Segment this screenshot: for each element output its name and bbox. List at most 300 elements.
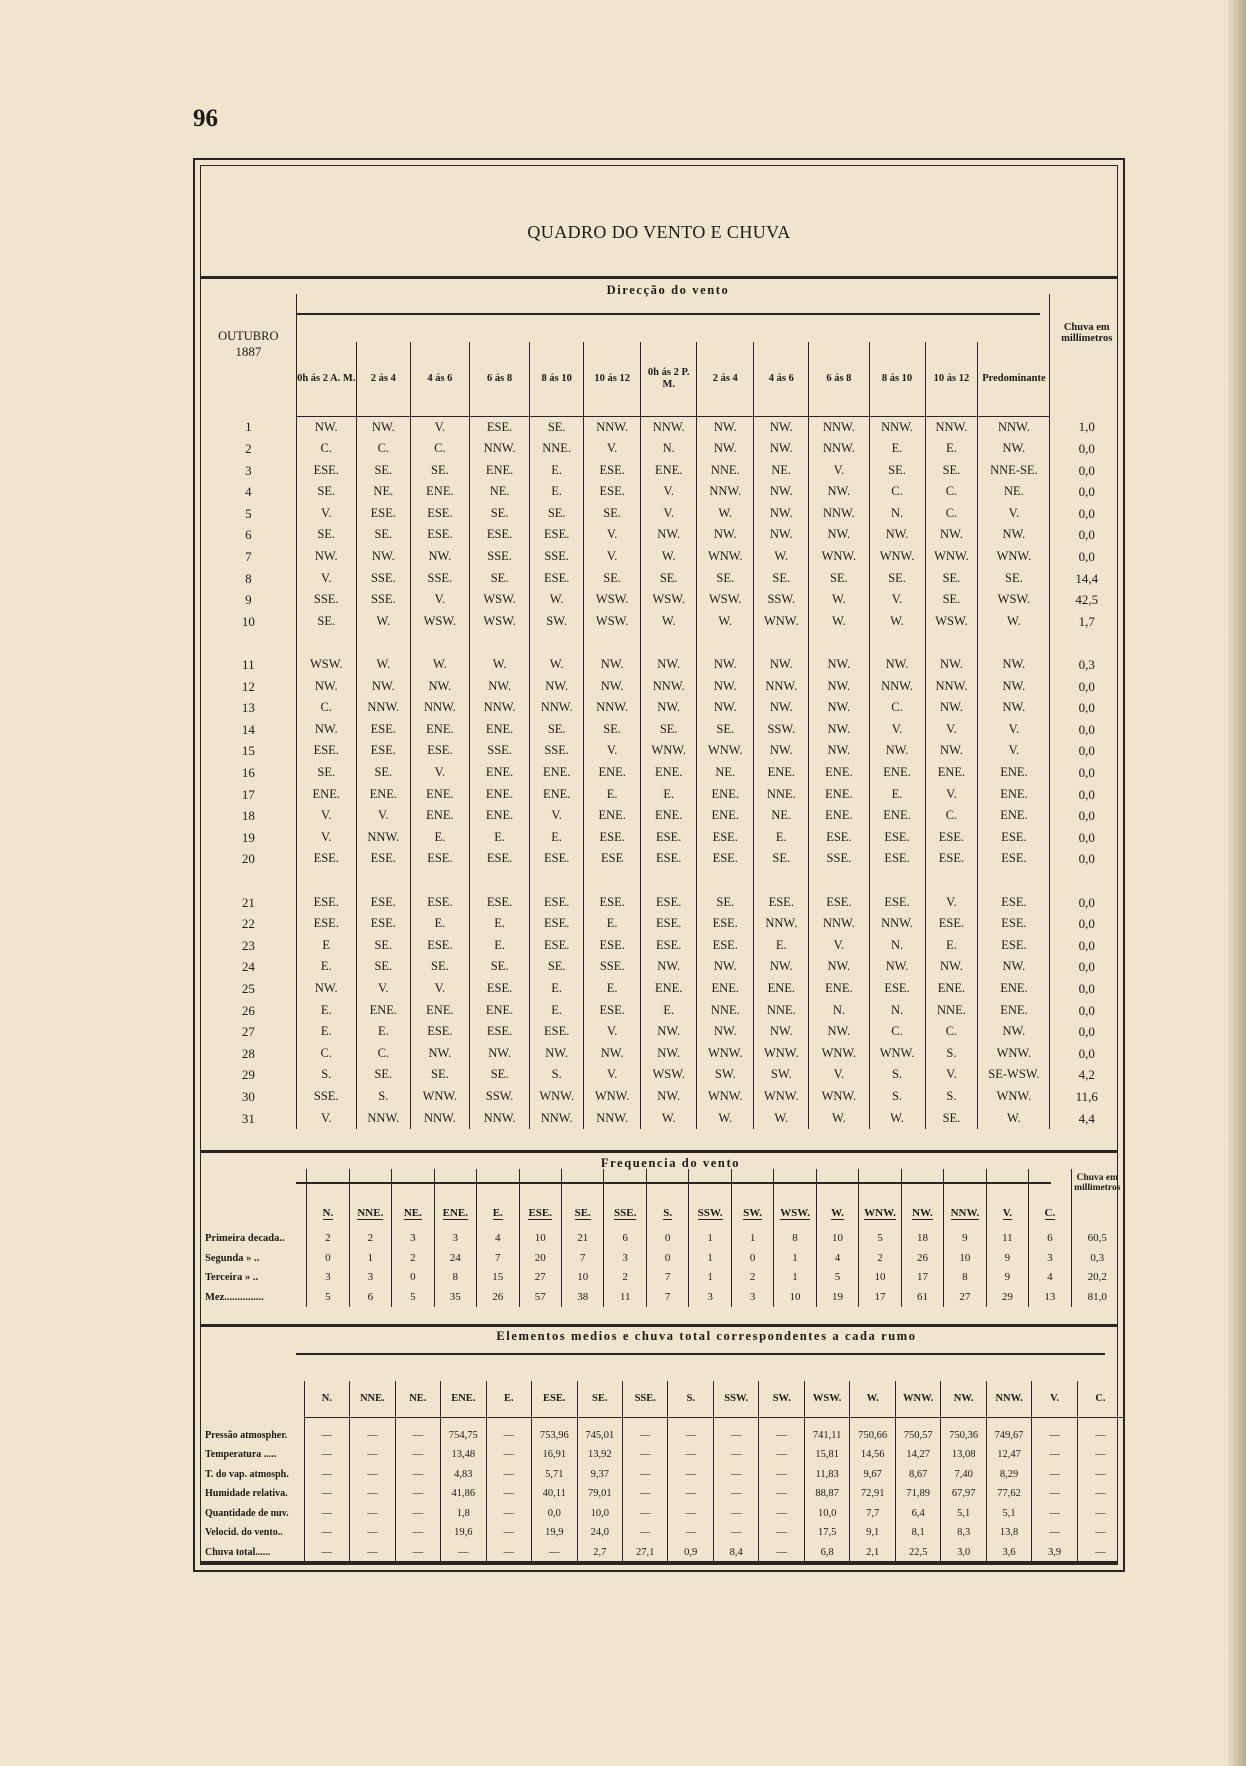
frequency-cell: 3 — [689, 1288, 731, 1308]
frequency-rain-cell: 0,3 — [1071, 1249, 1123, 1269]
day-row — [201, 978, 1123, 1000]
wind-direction-cell: NW. — [641, 697, 697, 719]
wind-direction-cell: ENE. — [641, 805, 697, 827]
day-row — [201, 481, 1123, 503]
wind-direction-cell: ENE. — [410, 481, 469, 503]
wind-direction-cell: ESE. — [356, 503, 410, 525]
wind-direction-cell: W. — [697, 611, 754, 633]
elements-cell: — — [350, 1465, 395, 1485]
wind-direction-cell: C. — [296, 438, 356, 460]
rain-cell: 4,4 — [1050, 1108, 1123, 1130]
wind-direction-cell: ENE. — [641, 762, 697, 784]
wind-direction-cell: E. — [754, 827, 809, 849]
wind-direction-cell: C. — [356, 438, 410, 460]
time-column-label: 8 ás 10 — [541, 372, 572, 384]
elements-cell: 5,1 — [986, 1504, 1031, 1524]
wind-direction-cell: NW. — [978, 676, 1050, 698]
wind-direction-cell: ESE. — [296, 740, 356, 762]
wind-direction-cell: ESE — [584, 848, 641, 870]
frequency-cell: 5 — [816, 1268, 858, 1288]
frequency-cell: 9 — [986, 1268, 1028, 1288]
wind-direction-cell: SE. — [356, 1064, 410, 1086]
frequency-cell: 0 — [731, 1249, 773, 1269]
day-row — [201, 1108, 1123, 1130]
wind-direction-cell: E. — [925, 438, 978, 460]
wind-direction-cell: ENE. — [697, 805, 754, 827]
elements-cell: 40,11 — [532, 1484, 577, 1504]
wind-direction-cell: ESE. — [469, 1021, 529, 1043]
frequency-cell: 57 — [519, 1288, 561, 1308]
wind-direction-cell: E. — [584, 978, 641, 1000]
frequency-cell: 11 — [986, 1229, 1028, 1249]
wind-direction-cell: W. — [410, 654, 469, 676]
elements-cell: — — [713, 1484, 758, 1504]
gap-cell — [809, 632, 869, 654]
wind-direction-cell: V. — [410, 589, 469, 611]
wind-direction-cell: ENE. — [809, 978, 869, 1000]
wind-direction-cell: V. — [296, 805, 356, 827]
rain-cell: 0,0 — [1050, 762, 1123, 784]
wind-direction-cell: NW. — [530, 676, 584, 698]
elements-row-label: Quantidade de nuv. — [205, 1507, 289, 1519]
wind-direction-cell: ESE. — [978, 827, 1050, 849]
elements-cell: 12,47 — [986, 1445, 1031, 1465]
elements-cell: 6,8 — [804, 1543, 849, 1563]
frequency-direction-header — [519, 1169, 561, 1229]
wind-direction-cell: NNW. — [925, 416, 978, 438]
rain-cell: 0,0 — [1050, 892, 1123, 914]
elements-direction-header — [304, 1381, 349, 1417]
wind-direction-cell: NW. — [809, 524, 869, 546]
frequency-cell: 1 — [774, 1268, 816, 1288]
wind-direction-cell: NW. — [809, 719, 869, 741]
elements-cell: 9,1 — [850, 1523, 895, 1543]
frequency-cell: 26 — [477, 1288, 519, 1308]
elements-cell: — — [350, 1426, 395, 1446]
elements-cell: — — [486, 1504, 531, 1524]
wind-direction-cell: NNW. — [469, 697, 529, 719]
elements-cell: — — [1032, 1445, 1077, 1465]
wind-direction-cell: ESE. — [296, 460, 356, 482]
wind-direction-cell: W. — [356, 611, 410, 633]
wind-direction-cell: SE. — [410, 460, 469, 482]
wind-direction-cell: V. — [296, 568, 356, 590]
frequency-direction-label: SSW. — [697, 1207, 723, 1219]
wind-direction-cell: NW. — [925, 697, 978, 719]
wind-direction-cell: SE. — [754, 848, 809, 870]
wind-direction-cell: SE. — [641, 568, 697, 590]
elements-cell: — — [395, 1445, 440, 1465]
elements-cell: 750,57 — [895, 1426, 940, 1446]
wind-direction-cell: C. — [869, 1021, 925, 1043]
wind-direction-cell: NNE. — [530, 438, 584, 460]
wind-direction-cell: SE. — [296, 762, 356, 784]
frequency-row-label: Terceira » .. — [205, 1272, 259, 1283]
rain-header-label: Chuva em millimetros — [1061, 322, 1113, 344]
wind-direction-cell: NW. — [754, 697, 809, 719]
elements-row — [201, 1504, 1123, 1524]
day-number: 26 — [241, 1002, 255, 1018]
spacer-cell — [895, 1417, 940, 1426]
wind-direction-cell: WNW. — [754, 1086, 809, 1108]
frequency-direction-header — [392, 1169, 434, 1229]
wind-direction-cell: N. — [809, 1000, 869, 1022]
frequency-cell: 7 — [646, 1288, 688, 1308]
elements-direction-label: W. — [866, 1393, 879, 1405]
wind-direction-cell: V. — [925, 719, 978, 741]
spacer-cell — [304, 1417, 349, 1426]
wind-direction-cell: E. — [296, 1000, 356, 1022]
wind-direction-cell: NW. — [809, 481, 869, 503]
wind-direction-cell: NW. — [584, 676, 641, 698]
elements-cell: — — [759, 1543, 804, 1563]
wind-direction-cell: ESE. — [754, 892, 809, 914]
wind-direction-cell: NNW. — [641, 416, 697, 438]
elements-row-label: Velocid. do vento.. — [205, 1527, 283, 1538]
wind-direction-cell: S. — [869, 1086, 925, 1108]
day-number: 23 — [241, 937, 255, 953]
wind-direction-cell: NW. — [356, 676, 410, 698]
wind-direction-title: Direcção do vento — [606, 283, 730, 297]
gap-cell — [584, 632, 641, 654]
month-header — [201, 294, 296, 342]
rain-cell: 1,7 — [1050, 611, 1123, 633]
wind-direction-cell: SE. — [978, 568, 1050, 590]
frequency-cell: 1 — [689, 1268, 731, 1288]
wind-direction-cell: N. — [869, 1000, 925, 1022]
wind-direction-cell: WNW. — [530, 1086, 584, 1108]
elements-brace — [296, 1353, 1105, 1355]
wind-direction-cell: E. — [410, 827, 469, 849]
frequency-cell: 8 — [774, 1229, 816, 1249]
frequency-title: Frequencia do vento — [600, 1156, 741, 1170]
wind-direction-cell: W. — [809, 611, 869, 633]
elements-cell: 79,01 — [577, 1484, 622, 1504]
wind-direction-cell: NNE. — [754, 784, 809, 806]
frequency-cell: 4 — [1029, 1268, 1071, 1288]
wind-direction-cell: NW. — [809, 956, 869, 978]
wind-direction-cell: WNW. — [754, 1043, 809, 1065]
wind-direction-cell: NW. — [869, 740, 925, 762]
frequency-row-label: Segunda » .. — [205, 1252, 260, 1264]
frequency-cell: 61 — [901, 1288, 943, 1308]
wind-direction-cell: NNW. — [641, 676, 697, 698]
wind-direction-cell: C. — [925, 1021, 978, 1043]
day-row — [201, 1064, 1123, 1086]
wind-direction-cell: ESE. — [530, 892, 584, 914]
wind-direction-cell: NNW. — [697, 481, 754, 503]
wind-direction-cell: SE. — [530, 416, 584, 438]
spacer-cell — [532, 1417, 577, 1426]
wind-direction-cell: WSW. — [641, 1064, 697, 1086]
wind-direction-cell: NW. — [641, 654, 697, 676]
time-column-label: Predominante — [982, 372, 1046, 384]
wind-direction-cell: ESE. — [410, 503, 469, 525]
elements-direction-label: C. — [1095, 1393, 1106, 1405]
wind-direction-cell: NNW. — [925, 676, 978, 698]
month-label: OUTUBRO — [218, 329, 279, 342]
frequency-row — [201, 1288, 1123, 1308]
wind-direction-cell: V. — [869, 589, 925, 611]
wind-direction-cell: NW. — [410, 1043, 469, 1065]
day-number: 11 — [242, 657, 255, 673]
spacer-cell — [441, 1417, 486, 1426]
elements-cell: 10,0 — [577, 1504, 622, 1524]
wind-direction-cell: ESE. — [530, 524, 584, 546]
frequency-direction-label: SW. — [743, 1207, 762, 1219]
day-row — [201, 589, 1123, 611]
frequency-cell: 0 — [392, 1268, 434, 1288]
wind-direction-cell: C. — [410, 438, 469, 460]
elements-cell: — — [441, 1543, 486, 1563]
wind-direction-cell: NNW. — [584, 416, 641, 438]
elements-direction-header — [941, 1381, 986, 1417]
wind-direction-cell: NW. — [697, 524, 754, 546]
frequency-cell: 6 — [604, 1229, 646, 1249]
frequency-rain-label: Chuva em millimetros — [1074, 1173, 1121, 1193]
title-rule — [201, 276, 1117, 279]
wind-direction-cell: SSE. — [469, 740, 529, 762]
elements-cell: — — [623, 1523, 668, 1543]
wind-direction-cell: ESE. — [697, 913, 754, 935]
day-number: 29 — [241, 1067, 255, 1083]
frequency-cell: 0 — [307, 1249, 349, 1269]
page-edge-shadow — [1228, 0, 1246, 1766]
frequency-direction-header — [944, 1169, 986, 1229]
elements-cell: 750,66 — [850, 1426, 895, 1446]
wind-direction-cell: E. — [754, 935, 809, 957]
wind-direction-cell: ESE. — [584, 481, 641, 503]
gap-cell — [978, 870, 1050, 892]
wind-direction-cell: NW. — [641, 524, 697, 546]
frequency-direction-label: NNE. — [357, 1207, 384, 1219]
frequency-cell: 8 — [434, 1268, 476, 1288]
wind-direction-cell: ENE. — [809, 784, 869, 806]
wind-direction-cell: NW. — [809, 676, 869, 698]
wind-direction-cell: NW. — [530, 1043, 584, 1065]
time-column-label: 2 ás 4 — [712, 372, 738, 384]
wind-direction-cell: NW. — [584, 1043, 641, 1065]
wind-direction-cell: ESE. — [809, 892, 869, 914]
elements-cell: 2,1 — [850, 1543, 895, 1563]
wind-direction-cell: NW. — [641, 1021, 697, 1043]
elements-cell: — — [350, 1445, 395, 1465]
frequency-cell: 4 — [816, 1249, 858, 1269]
elements-cell: 72,91 — [850, 1484, 895, 1504]
wind-direction-cell: E. — [925, 935, 978, 957]
elements-cell: 67,97 — [941, 1484, 986, 1504]
wind-direction-cell: E. — [469, 913, 529, 935]
day-row — [201, 956, 1123, 978]
wind-direction-cell: ENE. — [584, 762, 641, 784]
wind-direction-cell: V. — [584, 524, 641, 546]
wind-direction-cell: NNW. — [809, 503, 869, 525]
wind-direction-cell: ENE. — [697, 784, 754, 806]
day-number: 5 — [245, 505, 252, 521]
wind-direction-cell: ESE. — [469, 978, 529, 1000]
rain-cell: 0,3 — [1050, 654, 1123, 676]
wind-direction-cell: NNW. — [754, 913, 809, 935]
wind-direction-cell: NW. — [584, 654, 641, 676]
elements-cell: — — [1032, 1484, 1077, 1504]
elements-cell: 41,86 — [441, 1484, 486, 1504]
frequency-direction-header — [434, 1169, 476, 1229]
wind-direction-cell: ENE. — [809, 762, 869, 784]
day-number: 28 — [241, 1045, 255, 1061]
frequency-direction-header — [477, 1169, 519, 1229]
wind-direction-cell: E. — [530, 978, 584, 1000]
elements-direction-header — [532, 1381, 577, 1417]
elements-cell: — — [304, 1543, 349, 1563]
wind-direction-cell: NNW. — [584, 1108, 641, 1130]
elements-cell: — — [395, 1465, 440, 1485]
wind-direction-cell: SE. — [754, 568, 809, 590]
spacer-cell — [201, 1417, 304, 1426]
elements-direction-label: SE. — [592, 1393, 608, 1405]
frequency-cell: 10 — [859, 1268, 901, 1288]
wind-direction-table — [201, 294, 1123, 1129]
wind-direction-cell: C. — [925, 805, 978, 827]
time-column-label: 4 ás 6 — [768, 372, 794, 384]
elements-cell: 745,01 — [577, 1426, 622, 1446]
elements-direction-header — [395, 1381, 440, 1417]
wind-direction-cell: WNW. — [697, 546, 754, 568]
wind-direction-cell: W. — [978, 1108, 1050, 1130]
wind-direction-cell: V. — [978, 740, 1050, 762]
wind-direction-cell: NW. — [925, 956, 978, 978]
wind-direction-cell: NW. — [469, 676, 529, 698]
wind-direction-cell: NW. — [410, 676, 469, 698]
wind-direction-cell: ENE. — [809, 805, 869, 827]
wind-direction-cell: S. — [296, 1064, 356, 1086]
wind-direction-cell: ESE. — [469, 416, 529, 438]
elements-direction-label: ESE. — [543, 1393, 566, 1405]
wind-direction-cell: NNW. — [869, 913, 925, 935]
frequency-cell: 9 — [944, 1229, 986, 1249]
elements-direction-label: V. — [1050, 1393, 1060, 1405]
elements-label-header — [201, 1381, 304, 1417]
elements-cell: 7,7 — [850, 1504, 895, 1524]
wind-direction-cell: W. — [356, 654, 410, 676]
wind-direction-cell: ENE. — [869, 762, 925, 784]
day-number: 19 — [241, 829, 255, 845]
elements-cell: — — [486, 1445, 531, 1465]
wind-direction-cell: SSE. — [296, 1086, 356, 1108]
frequency-cell: 6 — [349, 1288, 391, 1308]
day-number: 1 — [245, 419, 252, 435]
wind-direction-cell: NE. — [754, 805, 809, 827]
day-row — [201, 1043, 1123, 1065]
wind-direction-cell: ESE. — [530, 935, 584, 957]
wind-direction-cell: NW. — [978, 1021, 1050, 1043]
wind-direction-cell: SW. — [697, 1064, 754, 1086]
day-number: 16 — [241, 765, 255, 780]
wind-direction-cell: WNW. — [978, 1043, 1050, 1065]
wind-direction-cell: SE. — [410, 956, 469, 978]
frequency-direction-header — [604, 1169, 646, 1229]
wind-direction-cell: ESE. — [356, 740, 410, 762]
wind-direction-cell: ESE. — [697, 935, 754, 957]
gap-cell — [201, 870, 296, 892]
day-row — [201, 1021, 1123, 1043]
time-column-header — [356, 342, 410, 416]
elements-cell: 8,3 — [941, 1523, 986, 1543]
day-number: 3 — [245, 462, 252, 478]
elements-cell: — — [395, 1484, 440, 1504]
gap-cell — [296, 632, 356, 654]
elements-cell: 3,0 — [941, 1543, 986, 1563]
spacer-cell — [713, 1417, 758, 1426]
wind-direction-cell: NNW. — [809, 913, 869, 935]
frequency-cell: 15 — [477, 1268, 519, 1288]
elements-cell: — — [304, 1523, 349, 1543]
wind-direction-cell: ESE. — [410, 740, 469, 762]
frequency-cell: 5 — [307, 1288, 349, 1308]
frequency-cell: 27 — [944, 1288, 986, 1308]
elements-cell: 749,67 — [986, 1426, 1031, 1446]
gap-cell — [641, 632, 697, 654]
wind-direction-cell: NNW. — [809, 438, 869, 460]
frequency-cell: 2 — [604, 1268, 646, 1288]
frequency-direction-label: SSE. — [614, 1207, 637, 1219]
elements-row-label: Chuva total...... — [205, 1546, 271, 1558]
year-label: 1887 — [235, 344, 262, 359]
wind-direction-cell: SE. — [697, 892, 754, 914]
day-row — [201, 1000, 1123, 1022]
wind-direction-cell: WSW. — [469, 611, 529, 633]
wind-direction-cell: ESE. — [296, 892, 356, 914]
wind-direction-cell: E. — [641, 1000, 697, 1022]
day-row — [201, 460, 1123, 482]
rain-cell: 0,0 — [1050, 676, 1123, 698]
gap-cell — [410, 870, 469, 892]
wind-direction-cell: ENE. — [978, 762, 1050, 784]
wind-direction-cell: NW. — [754, 654, 809, 676]
frequency-rule — [201, 1150, 1117, 1153]
wind-direction-cell: ESE. — [869, 827, 925, 849]
frequency-direction-header — [859, 1169, 901, 1229]
wind-direction-cell: WNW. — [978, 546, 1050, 568]
wind-direction-cell: E. — [530, 481, 584, 503]
elements-row — [201, 1465, 1123, 1485]
wind-direction-cell: ESE. — [410, 1021, 469, 1043]
wind-direction-cell: V. — [296, 503, 356, 525]
elements-direction-label: SW. — [772, 1393, 791, 1405]
frequency-direction-label: C. — [1044, 1207, 1056, 1219]
frequency-rain-cell: 60,5 — [1071, 1229, 1123, 1249]
wind-direction-cell: SE. — [925, 568, 978, 590]
wind-direction-cell: W. — [469, 654, 529, 676]
gap-cell — [809, 870, 869, 892]
wind-direction-cell: ESE. — [296, 848, 356, 870]
elements-direction-header — [1032, 1381, 1077, 1417]
wind-direction-cell: ESE. — [584, 1000, 641, 1022]
elements-cell: 2,7 — [577, 1543, 622, 1563]
wind-direction-cell: ENE. — [356, 784, 410, 806]
elements-cell: — — [304, 1465, 349, 1485]
wind-direction-cell: NNW. — [469, 438, 529, 460]
wind-direction-cell: V. — [584, 438, 641, 460]
wind-direction-cell: SSE. — [356, 568, 410, 590]
wind-direction-cell: E. — [641, 784, 697, 806]
elements-cell: — — [395, 1523, 440, 1543]
elements-rule — [201, 1324, 1117, 1327]
wind-direction-cell: SE. — [296, 481, 356, 503]
elements-row-label: Humidade relativa. — [205, 1488, 288, 1499]
wind-direction-cell: NW. — [641, 1043, 697, 1065]
gap-cell — [356, 632, 410, 654]
elements-direction-header — [713, 1381, 758, 1417]
